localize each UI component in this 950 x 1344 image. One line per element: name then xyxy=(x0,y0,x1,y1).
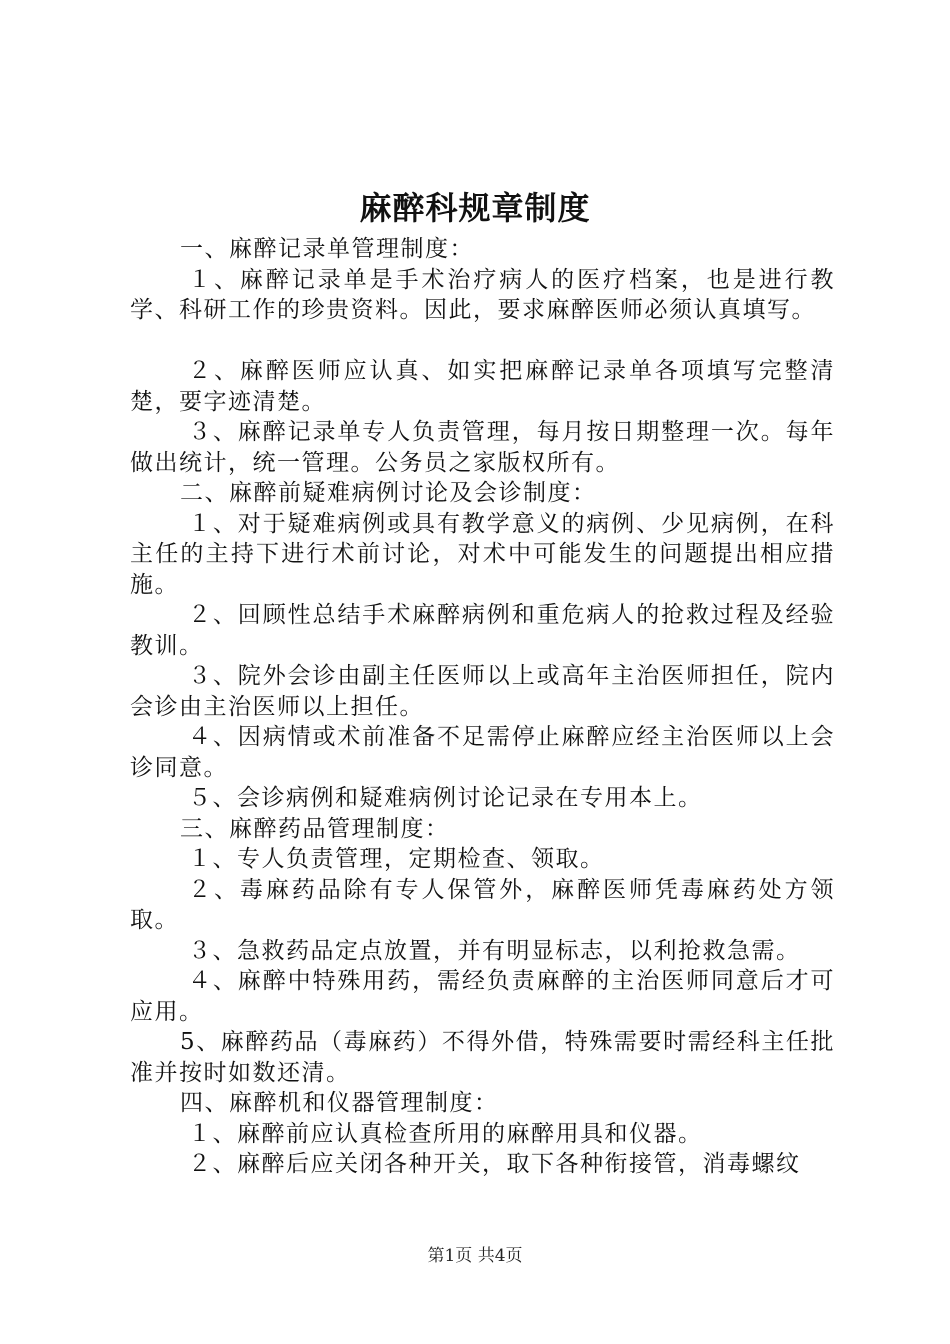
document-body xyxy=(130,234,835,1180)
paragraph: 5、麻醉药品（毒麻药）不得外借，特殊需要时需经科主任批准并按时如数还清。 xyxy=(130,1029,835,1086)
paragraph: ３、麻醉记录单专人负责管理，每月按日期整理一次。每年做出统计，统一管理。公务员之家版权所有。 xyxy=(130,419,835,476)
document-title: 麻醉科规章制度 xyxy=(359,189,591,227)
paragraph: ２、回顾性总结手术麻醉病例和重危病人的抢救过程及经验教训。 xyxy=(130,602,835,659)
paragraph: ４、因病情或术前准备不足需停止麻醉应经主治医师以上会诊同意。 xyxy=(130,724,835,781)
paragraph: ２、麻醉后应关闭各种开关，取下各种衔接管，消毒螺纹 xyxy=(188,1151,801,1177)
section-heading-1: 一、麻醉记录单管理制度： xyxy=(180,236,474,262)
section-heading-4: 四、麻醉机和仪器管理制度： xyxy=(180,1090,499,1116)
paragraph: ３、院外会诊由副主任医师以上或高年主治医师担任，院内会诊由主治医师以上担任。 xyxy=(130,663,835,720)
paragraph: ２、毒麻药品除有专人保管外，麻醉医师凭毒麻药处方领取。 xyxy=(130,876,835,933)
paragraph: ４、麻醉中特殊用药，需经负责麻醉的主治医师同意后才可应用。 xyxy=(130,968,835,1025)
section-heading-2: 二、麻醉前疑难病例讨论及会诊制度： xyxy=(180,480,597,506)
paragraph: １、麻醉记录单是手术治疗病人的医疗档案，也是进行教学、科研工作的珍贵资料。因此，要求麻醉医师必须认真填写。 xyxy=(130,266,835,323)
paragraph: １、对于疑难病例或具有教学意义的病例、少见病例，在科主任的主持下进行术前讨论，对术中可能发生的问题提出相应措施。 xyxy=(130,510,835,598)
paragraph: ５、会诊病例和疑难病例讨论记录在专用本上。 xyxy=(188,785,703,811)
section-heading-3: 三、麻醉药品管理制度： xyxy=(180,815,450,842)
paragraph: ３、急救药品定点放置，并有明显标志，以利抢救急需。 xyxy=(188,937,801,964)
paragraph: １、麻醉前应认真检查所用的麻醉用具和仪器。 xyxy=(188,1120,703,1147)
paragraph: ２、麻醉医师应认真、如实把麻醉记录单各项填写完整清楚，要字迹清楚。 xyxy=(130,358,835,415)
paragraph: １、专人负责管理，定期检查、领取。 xyxy=(188,846,605,872)
page-number-footer: 第1页 共4页 xyxy=(427,1246,523,1266)
